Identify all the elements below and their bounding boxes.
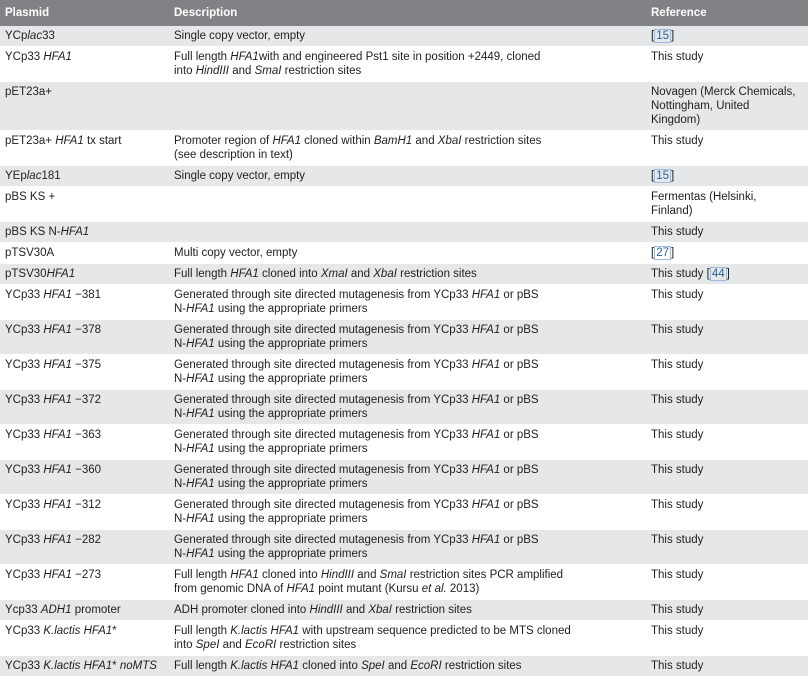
plasmid-cell [0,166,169,187]
cell-text: restriction sites [276,639,357,651]
cell-text: ADH promoter cloned into [174,604,310,616]
cell-text: restriction sites [281,65,362,77]
cell-text: This study [651,324,704,336]
citation-link[interactable]: 15 [656,170,669,182]
cell-text: This study [651,289,704,301]
cell-text: or pBS [500,534,539,546]
cell-text: and [354,569,380,581]
cell-text: YCp33 [5,625,44,637]
cell-text: N- [174,443,187,455]
cell-text: YCp33 [5,359,44,371]
cell-text: restriction sites PCR amplified [406,569,564,581]
cell-text: with upstream sequence predicted to be MTS cloned [299,625,571,637]
italic-text: XbaI [437,135,462,147]
cell-text: [ [651,30,655,42]
italic-text: HFA1 [43,429,72,441]
plasmid-cell [0,187,169,222]
cell-text: YCp33 [5,51,44,63]
cell-text: YCp33 [5,569,44,581]
italic-text: HFA1 [186,303,215,315]
cell-text: YCp33 [5,289,44,301]
italic-text: HFA1 [43,324,72,336]
table-row [0,264,808,285]
table-row [0,530,808,565]
cell-text: ] [671,170,675,182]
italic-text: HFA1 [46,268,76,280]
italic-text: lac [27,30,43,42]
cell-text: This study [651,569,704,581]
italic-text: HFA1 [60,226,90,238]
cell-text: −381 [71,289,102,301]
cell-text: restriction sites [392,604,472,616]
italic-text: HFA1 [230,569,259,581]
plasmid-cell [0,565,169,600]
table-row [0,460,808,495]
italic-text: HindIII [195,65,229,77]
italic-text: SmaI [254,65,282,77]
cell-text: ] [726,268,730,280]
reference-cell [646,530,808,565]
italic-text: noMTS [119,660,157,672]
italic-text: EcoRI [245,639,277,651]
cell-text: using the appropriate primers [214,478,368,490]
cell-text: This study [651,660,704,672]
description-cell [169,621,646,656]
cell-text: cloned into [258,268,321,280]
description-cell [169,495,646,530]
description-cell [169,320,646,355]
italic-text: HFA1 [186,548,215,560]
cell-text: Generated through site directed mutagenesis from YCp33 [174,429,472,441]
cell-text: Single copy vector, empty [174,170,306,182]
cell-text: using the appropriate primers [214,338,368,350]
italic-text: HindIII [320,569,355,581]
table-row [0,495,808,530]
italic-text: HFA1 [471,534,501,546]
cell-text: pET23a+ [5,135,56,147]
plasmid-cell [0,222,169,243]
cell-text: or pBS [500,394,539,406]
reference-cell [646,320,808,355]
table-row [0,600,808,621]
cell-text: YEp [5,170,27,182]
italic-text: BamH1 [373,135,413,147]
table-row [0,26,808,47]
cell-text: pET23a+ [5,86,52,98]
description-cell [169,131,646,166]
reference-cell [646,285,808,320]
cell-text: −378 [71,324,102,336]
cell-text: Full length [174,625,231,637]
cell-text: using the appropriate primers [214,408,368,420]
cell-text: Full length [174,51,231,63]
table-body [0,26,808,677]
cell-text: Promoter region of [174,135,273,147]
italic-text: HFA1 [43,359,72,371]
description-cell [169,166,646,187]
cell-text: This study [651,394,704,406]
cell-text: −375 [71,359,102,371]
italic-text: HFA1 [471,499,501,511]
plasmid-cell [0,131,169,166]
description-cell [169,460,646,495]
cell-text: using the appropriate primers [214,513,368,525]
reference-cell [646,47,808,82]
plasmid-cell [0,243,169,264]
italic-text: lac [26,170,42,182]
cell-text: Generated through site directed mutagenesis from YCp33 [174,464,472,476]
table-row [0,621,808,656]
description-cell [169,530,646,565]
cell-text: cloned into [299,660,362,672]
plasmid-cell [0,82,169,131]
cell-text: YCp33 [5,464,44,476]
italic-text: K.lactis HFA1 [43,660,113,672]
table-row [0,187,808,222]
table-header [0,0,808,26]
italic-text: et al. [421,583,447,595]
cell-text: −273 [71,569,102,581]
plasmid-cell [0,460,169,495]
cell-text: restriction sites [396,268,477,280]
italic-text: HFA1 [471,359,501,371]
cell-text: This study [651,499,704,511]
header-reference: Reference [646,0,808,26]
plasmid-cell [0,320,169,355]
italic-text: HFA1 [286,583,316,595]
cell-text: [ [651,247,655,259]
table-row [0,565,808,600]
cell-text: 181 [41,170,61,182]
table-row [0,320,808,355]
description-cell [169,82,646,131]
italic-text: HindIII [309,604,343,616]
cell-text: or pBS [500,324,539,336]
cell-text: N- [174,548,187,560]
cell-text: YCp33 [5,394,44,406]
italic-text: HFA1 [471,324,501,336]
cell-text: cloned within [300,135,374,147]
cell-text: −282 [71,534,102,546]
cell-text: N- [174,338,187,350]
cell-text: Kingdom) [651,114,701,126]
italic-text: SpeI [195,639,220,651]
italic-text: HFA1 [43,569,72,581]
description-cell [169,26,646,47]
italic-text: HFA1 [43,534,72,546]
cell-text: −360 [71,464,102,476]
plasmid-cell [0,495,169,530]
reference-cell [646,355,808,390]
reference-cell [646,656,808,677]
description-cell [169,222,646,243]
cell-text: This study [ [651,268,710,280]
cell-text: N- [174,303,187,315]
italic-text: SmaI [379,569,407,581]
cell-text: Novagen (Merck Chemicals, [651,86,796,98]
cell-text: N- [174,373,187,385]
cell-text: YCp33 [5,429,44,441]
cell-text: YCp33 [5,499,44,511]
cell-text: This study [651,604,704,616]
italic-text: HFA1 [471,289,501,301]
citation-link[interactable]: 44 [711,268,725,280]
cell-text: or pBS [500,499,539,511]
italic-text: ADH1 [40,604,72,616]
description-cell [169,355,646,390]
cell-text: N- [174,478,187,490]
cell-text: * [112,625,117,637]
cell-text: This study [651,534,704,546]
italic-text: HFA1 [471,394,501,406]
reference-cell [646,187,808,222]
cell-text: pTSV30 [5,268,47,280]
reference-cell [646,264,808,285]
cell-text: using the appropriate primers [214,443,368,455]
italic-text: EcoRI [410,660,442,672]
cell-text: using the appropriate primers [214,373,368,385]
description-cell [169,425,646,460]
cell-text: and [347,268,374,280]
description-cell [169,285,646,320]
cell-text: restriction sites [441,660,522,672]
table-row [0,131,808,166]
plasmid-cell [0,26,169,47]
description-cell [169,656,646,677]
cell-text: ] [671,247,675,259]
plasmid-cell [0,355,169,390]
cell-text: Generated through site directed mutagenesis from YCp33 [174,359,472,371]
italic-text: HFA1 [43,289,72,301]
cell-text: −363 [71,429,102,441]
italic-text: HFA1 [43,394,72,406]
reference-cell [646,166,808,187]
description-cell [169,243,646,264]
plasmid-cell [0,285,169,320]
description-cell [169,390,646,425]
cell-text: Full length [174,268,231,280]
cell-text: [ [651,170,655,182]
cell-text: Nottingham, United [651,100,750,112]
cell-text: Generated through site directed mutagenesis from YCp33 [174,534,472,546]
italic-text: HFA1 [230,51,259,63]
table-row [0,222,808,243]
cell-text: and [342,604,369,616]
citation-link[interactable]: 15 [656,30,669,42]
reference-cell [646,26,808,47]
italic-text: K.lactis HFA1 [230,660,300,672]
cell-text: This study [651,359,704,371]
cell-text: or pBS [500,359,539,371]
italic-text: HFA1 [43,499,72,511]
cell-text: restriction sites [461,135,542,147]
header-description: Description [169,0,646,26]
italic-text: XbaI [368,604,393,616]
citation-link[interactable]: 27 [656,247,669,259]
italic-text: HFA1 [471,429,501,441]
cell-text: using the appropriate primers [214,548,368,560]
plasmid-cell [0,390,169,425]
cell-text: pBS KS + [5,191,56,203]
italic-text: HFA1 [471,464,501,476]
reference-cell [646,425,808,460]
header-plasmid: Plasmid [0,0,169,26]
reference-cell [646,82,808,131]
cell-text: and [412,135,438,147]
reference-cell [646,243,808,264]
cell-text: or pBS [500,464,539,476]
cell-text: from genomic DNA of [174,583,287,595]
cell-text: This study [651,135,704,147]
italic-text: K.lactis HFA1 [43,625,113,637]
cell-text: N- [174,408,187,420]
description-cell [169,600,646,621]
table-row [0,243,808,264]
cell-text: and [229,65,255,77]
reference-cell [646,600,808,621]
italic-text: HFA1 [272,135,301,147]
plasmid-cell [0,47,169,82]
description-cell [169,565,646,600]
cell-text: using the appropriate primers [214,303,368,315]
cell-text: Generated through site directed mutagenesis from YCp33 [174,394,472,406]
cell-text: and [384,660,411,672]
cell-text: into [174,65,196,77]
cell-text: tx start [83,135,122,147]
italic-text: HFA1 [186,338,215,350]
cell-text: point mutant (Kursu [315,583,422,595]
cell-text: or pBS [500,289,539,301]
italic-text: HFA1 [43,464,72,476]
cell-text: * [112,660,120,672]
table-row [0,390,808,425]
reference-cell [646,460,808,495]
reference-cell [646,390,808,425]
cell-text: This study [651,226,704,238]
italic-text: HFA1 [186,373,215,385]
cell-text: YCp33 [5,660,44,672]
cell-text: 33 [42,30,55,42]
italic-text: HFA1 [186,478,215,490]
cell-text: promoter [71,604,121,616]
plasmid-cell [0,600,169,621]
cell-text: Full length [174,660,231,672]
cell-text: YCp33 [5,534,44,546]
reference-cell [646,222,808,243]
cell-text: or pBS [500,429,539,441]
italic-text: HFA1 [43,51,72,63]
table-row [0,285,808,320]
italic-text: HFA1 [186,443,215,455]
cell-text: pTSV30A [5,247,55,259]
plasmid-cell [0,264,169,285]
cell-text: N- [174,513,187,525]
cell-text: This study [651,51,704,63]
cell-text: Generated through site directed mutagenesis from YCp33 [174,324,472,336]
table-row [0,656,808,677]
table-row [0,355,808,390]
reference-cell [646,621,808,656]
cell-text: Fermentas (Helsinki, [651,191,757,203]
description-cell [169,187,646,222]
cell-text: This study [651,625,704,637]
cell-text: Multi copy vector, empty [174,247,298,259]
description-cell [169,264,646,285]
cell-text: Single copy vector, empty [174,30,306,42]
cell-text: Generated through site directed mutagenesis from YCp33 [174,499,472,511]
cell-text: with and engineered Pst1 site in position +2449, cloned [258,51,541,63]
cell-text: pBS KS N- [5,226,61,238]
cell-text: YCp [5,30,28,42]
italic-text: XmaI [320,268,348,280]
plasmid-cell [0,425,169,460]
table-row [0,425,808,460]
reference-cell [646,495,808,530]
italic-text: XbaI [373,268,397,280]
cell-text: This study [651,429,704,441]
cell-text: −372 [71,394,102,406]
italic-text: HFA1 [55,135,84,147]
cell-text: into [174,639,196,651]
plasmid-cell [0,656,169,677]
cell-text: Finland) [651,205,693,217]
plasmid-cell [0,530,169,565]
reference-cell [646,565,808,600]
table-row [0,47,808,82]
cell-text: −312 [71,499,102,511]
cell-text: YCp33 [5,324,44,336]
reference-cell [646,131,808,166]
italic-text: HFA1 [186,408,215,420]
cell-text: This study [651,464,704,476]
plasmid-cell [0,621,169,656]
cell-text: cloned into [258,569,321,581]
cell-text: (see description in text) [174,149,293,161]
table-row [0,166,808,187]
italic-text: SpeI [361,660,385,672]
cell-text: and [219,639,245,651]
italic-text: K.lactis HFA1 [230,625,300,637]
table-row [0,82,808,131]
cell-text: Ycp33 [5,604,41,616]
italic-text: HFA1 [230,268,259,280]
description-cell [169,47,646,82]
italic-text: HFA1 [186,513,215,525]
cell-text: 2013) [446,583,480,595]
cell-text: Full length [174,569,231,581]
cell-text: Generated through site directed mutagenesis from YCp33 [174,289,472,301]
cell-text: ] [671,30,675,42]
